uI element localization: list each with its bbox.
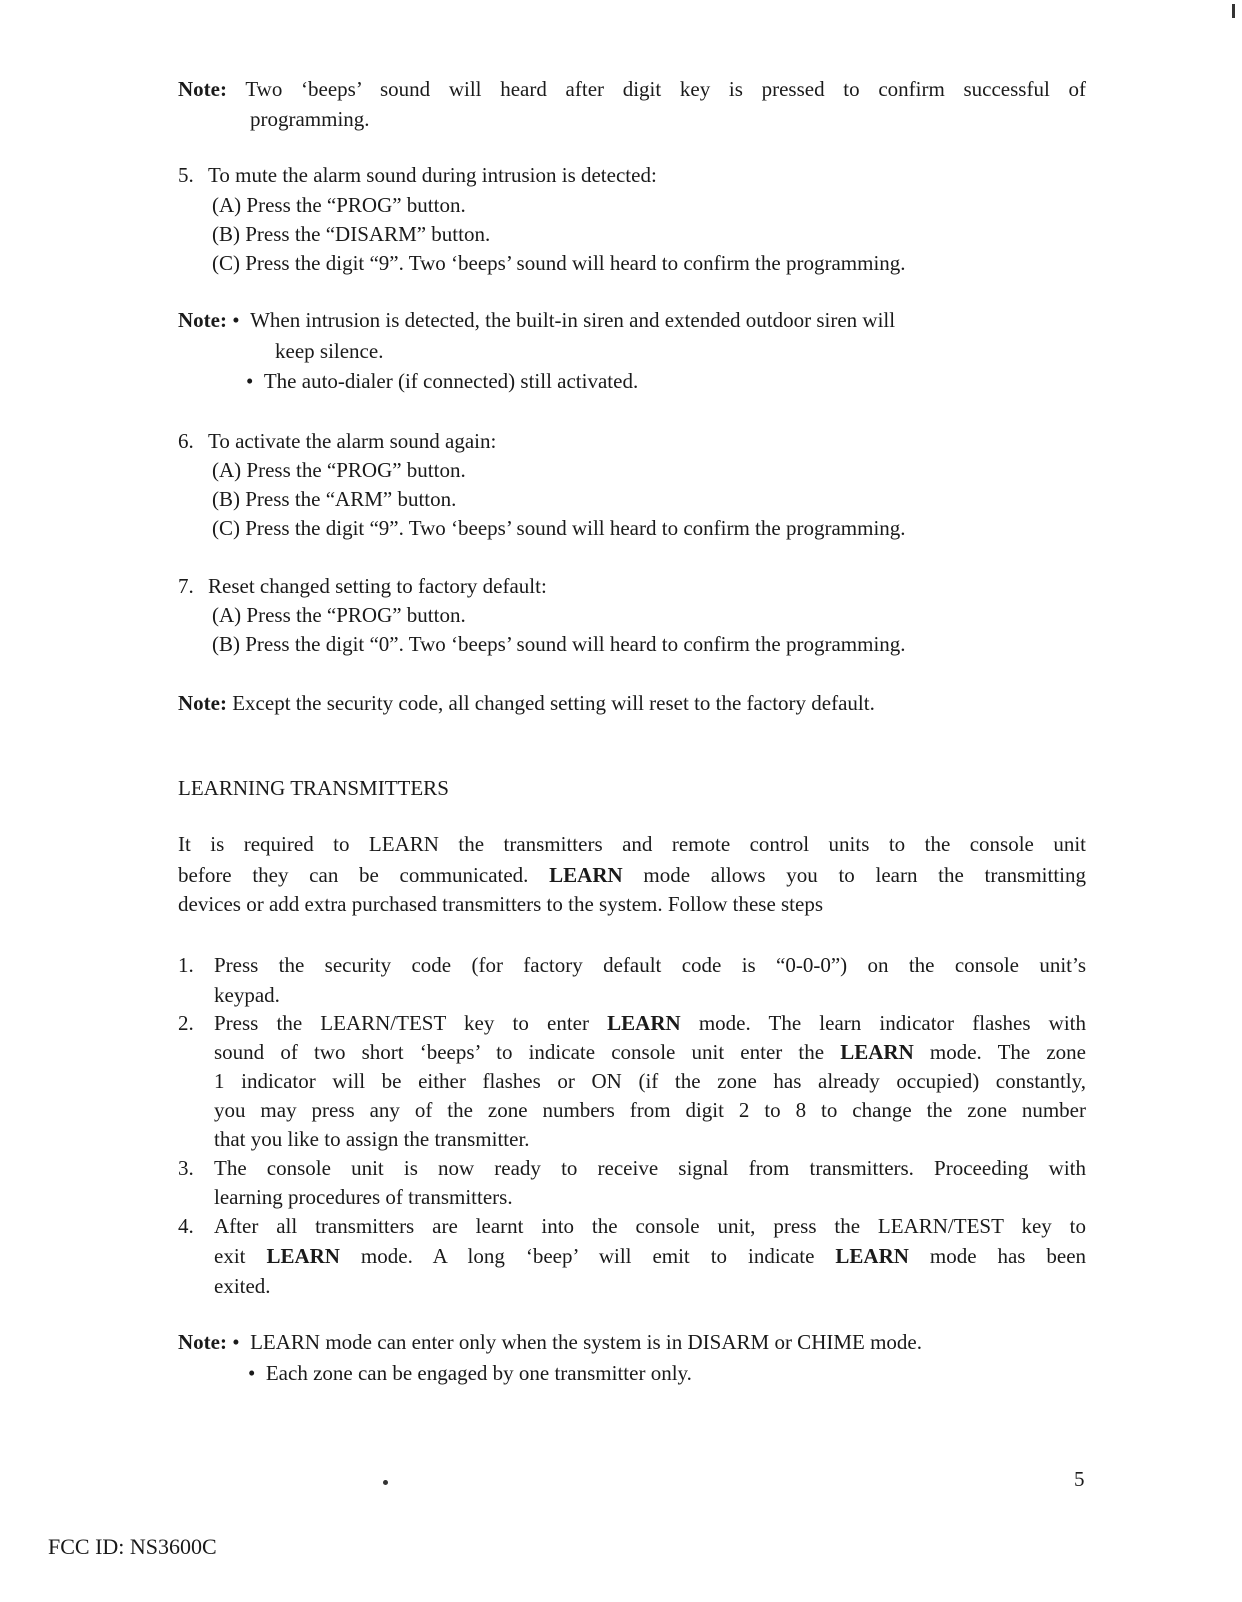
step-6-a: (A) Press the “PROG” button. [212, 458, 466, 482]
step-5-a: (A) Press the “PROG” button. [212, 193, 466, 217]
step-6-b: (B) Press the “ARM” button. [212, 487, 457, 511]
text: mode. The zone [929, 1040, 1087, 1064]
note-text: Except the security code, all changed setting will reset to the factory default. [232, 691, 875, 715]
section-heading: LEARNING TRANSMITTERS [178, 776, 449, 800]
step-5-c: (C) Press the digit “9”. Two ‘beeps’ sound will heard to confirm the programming. [212, 251, 906, 275]
step-title: To activate the alarm sound again: [208, 429, 497, 453]
step-7-a: (A) Press the “PROG” button. [212, 603, 466, 627]
text: before they can be communicated. [178, 863, 529, 887]
intro-line-1: It is required to LEARN the transmitters and remote control units to the console unit [178, 832, 1086, 856]
note-label: Note: [178, 77, 227, 101]
step-number: 1. [178, 953, 194, 977]
note-2-bullet-1-cont: keep silence. [275, 339, 384, 363]
bold-text: LEARN [549, 863, 623, 887]
text: mode. The learn indicator flashes with [698, 1011, 1086, 1035]
note-label: Note: [178, 308, 227, 332]
intro-line-3: devices or add extra purchased transmitters to the system. Follow these steps [178, 892, 824, 916]
step-7-title [178, 571, 1086, 601]
bullet-icon: • [232, 308, 240, 332]
note-3 [178, 688, 1086, 718]
learn-step-4-l3: exited. [214, 1274, 271, 1298]
note-text: Two ‘beeps’ sound will heard after digit key is pressed to confirm successful of [245, 77, 1086, 101]
step-text: Press the security code (for factory default code is “0-0-0”) on the console unit’s [214, 953, 1086, 977]
text: mode allows you to learn the transmitting [643, 863, 1087, 887]
learn-step-4 [178, 1211, 1086, 1241]
bold-text: LEARN [266, 1244, 340, 1268]
note-2-bullet-2 [178, 366, 1154, 396]
step-number: 2. [178, 1011, 194, 1035]
text: mode has been [929, 1244, 1087, 1268]
learn-step-2-l4: you may press any of the zone numbers from digit 2 to 8 to change the zone number [214, 1098, 1086, 1122]
scan-speck [383, 1480, 388, 1485]
bullet-icon: • [232, 1330, 240, 1354]
note-label: Note: [178, 691, 227, 715]
learn-step-2-l3: 1 indicator will be either flashes or ON (if the zone has already occupied) constantly, [214, 1069, 1086, 1093]
step-number: 4. [178, 1214, 194, 1238]
bullet-icon: • [246, 369, 254, 393]
step-6-title [178, 426, 1086, 456]
bullet-text: When intrusion is detected, the built-in siren and extended outdoor siren will [250, 308, 896, 332]
text: mode. A long ‘beep’ will emit to indicate [360, 1244, 815, 1268]
step-number: 3. [178, 1156, 194, 1180]
note-1-line-1 [178, 74, 1086, 104]
learn-step-4-l2 [178, 1241, 1086, 1271]
bullet-icon: • [248, 1361, 256, 1385]
text: Press the LEARN/TEST key to enter [214, 1011, 589, 1035]
step-number: 5. [178, 163, 194, 187]
learn-step-2-l2 [178, 1037, 1086, 1067]
fcc-id: FCC ID: NS3600C [48, 1534, 217, 1559]
bold-text: LEARN [835, 1244, 909, 1268]
learn-step-2 [178, 1008, 1086, 1038]
step-number: 6. [178, 429, 194, 453]
learn-step-1-cont: keypad. [214, 983, 280, 1007]
page-number: 5 [1074, 1467, 1085, 1491]
learn-step-2-l5: that you like to assign the transmitter. [214, 1127, 530, 1151]
step-number: 7. [178, 574, 194, 598]
scan-edge-mark [1232, 4, 1235, 18]
step-text: The console unit is now ready to receive signal from transmitters. Proceeding with [214, 1156, 1086, 1180]
step-5-title [178, 160, 1086, 190]
text: exit [214, 1244, 246, 1268]
step-title: To mute the alarm sound during intrusion is detected: [208, 163, 657, 187]
note-2-bullet-1 [178, 305, 1086, 335]
note-4-bullet-1 [178, 1327, 1086, 1357]
step-6-c: (C) Press the digit “9”. Two ‘beeps’ sound will heard to confirm the programming. [212, 516, 906, 540]
bullet-text: LEARN mode can enter only when the system is in DISARM or CHIME mode. [250, 1330, 923, 1354]
step-7-b: (B) Press the digit “0”. Two ‘beeps’ sound will heard to confirm the programming. [212, 632, 906, 656]
bullet-text: Each zone can be engaged by one transmitter only. [265, 1361, 692, 1385]
text: sound of two short ‘beeps’ to indicate console unit enter the [214, 1040, 825, 1064]
step-text: After all transmitters are learnt into the console unit, press the LEARN/TEST key to [214, 1214, 1086, 1238]
learn-step-1 [178, 950, 1086, 980]
intro-line-2 [178, 860, 1086, 890]
note-4-bullet-2 [178, 1358, 1156, 1388]
step-title: Reset changed setting to factory default: [208, 574, 547, 598]
note-label: Note: [178, 1330, 227, 1354]
bullet-text: The auto-dialer (if connected) still activated. [263, 369, 639, 393]
learn-step-3-cont: learning procedures of transmitters. [214, 1185, 513, 1209]
learn-step-3 [178, 1153, 1086, 1183]
bold-text: LEARN [840, 1040, 914, 1064]
step-5-b: (B) Press the “DISARM” button. [212, 222, 491, 246]
bold-text: LEARN [607, 1011, 681, 1035]
note-1-line-2: programming. [250, 107, 370, 131]
